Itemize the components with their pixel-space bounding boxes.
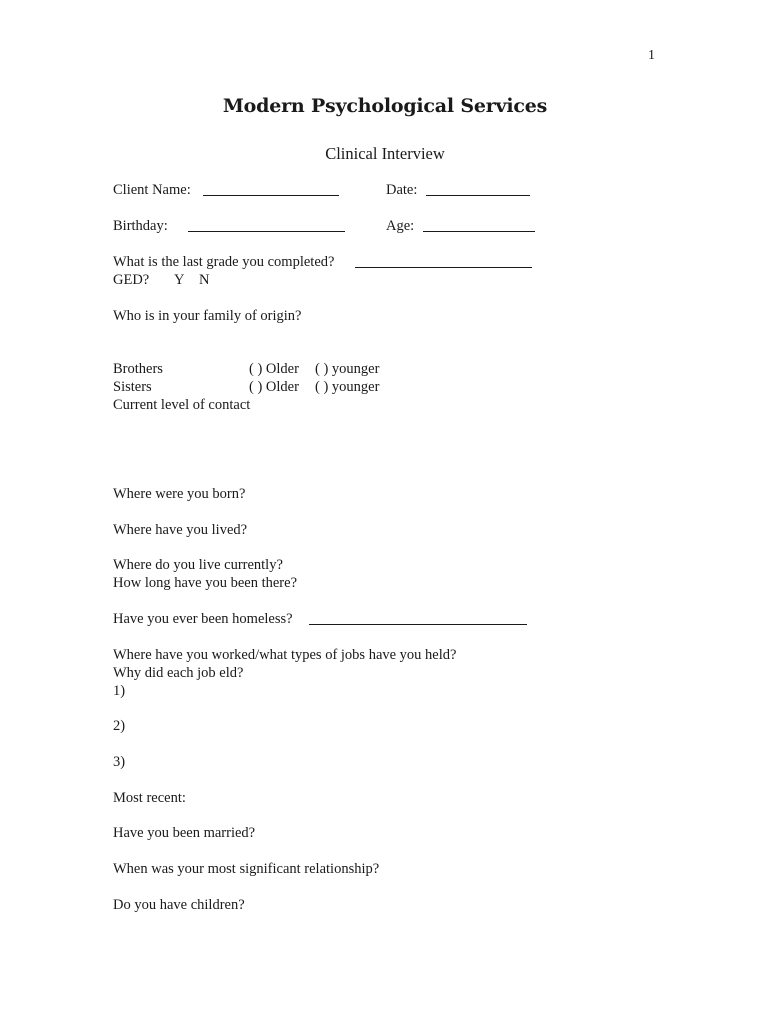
ged-yes-option[interactable]: Y [174,272,185,288]
job-item-2: 2) [113,718,126,734]
age-label: Age: [386,218,415,234]
sisters-label: Sisters [113,379,152,395]
worked-question: Where have you worked/what types of jobs have you held? [113,647,457,663]
brothers-older-option[interactable]: ( ) Older [249,361,299,377]
job-item-3: 3) [113,754,126,770]
how-long-question: How long have you been there? [113,575,298,591]
family-origin-question: Who is in your family of origin? [113,308,302,324]
date-field[interactable] [426,195,530,196]
date-label: Date: [386,182,418,198]
client-name-label: Client Name: [113,182,191,198]
lived-question: Where have you lived? [113,522,248,538]
homeless-field[interactable] [309,624,527,625]
homeless-question: Have you ever been homeless? [113,611,293,627]
birthday-label: Birthday: [113,218,168,234]
born-question: Where were you born? [113,486,246,502]
brothers-younger-option[interactable]: ( ) younger [315,361,380,377]
ged-no-option[interactable]: N [199,272,210,288]
client-name-field[interactable] [203,195,339,196]
most-recent-label: Most recent: [113,790,186,806]
age-field[interactable] [423,231,535,232]
page-number: 1 [648,48,655,63]
document-subtitle: Clinical Interview [325,144,445,163]
job-ended-question: Why did each job eld? [113,665,244,681]
birthday-field[interactable] [188,231,345,232]
brothers-label: Brothers [113,361,163,377]
contact-level-label: Current level of contact [113,397,251,413]
live-currently-question: Where do you live currently? [113,557,283,573]
sisters-younger-option[interactable]: ( ) younger [315,379,380,395]
job-item-1: 1) [113,683,126,699]
sisters-older-option[interactable]: ( ) Older [249,379,299,395]
last-grade-field[interactable] [355,267,532,268]
last-grade-question: What is the last grade you completed? [113,254,335,270]
married-question: Have you been married? [113,825,256,841]
relationship-question: When was your most significant relationship? [113,861,380,877]
ged-question: GED? [113,272,150,288]
children-question: Do you have children? [113,897,245,913]
organization-title: Modern Psychological Services [222,95,548,117]
